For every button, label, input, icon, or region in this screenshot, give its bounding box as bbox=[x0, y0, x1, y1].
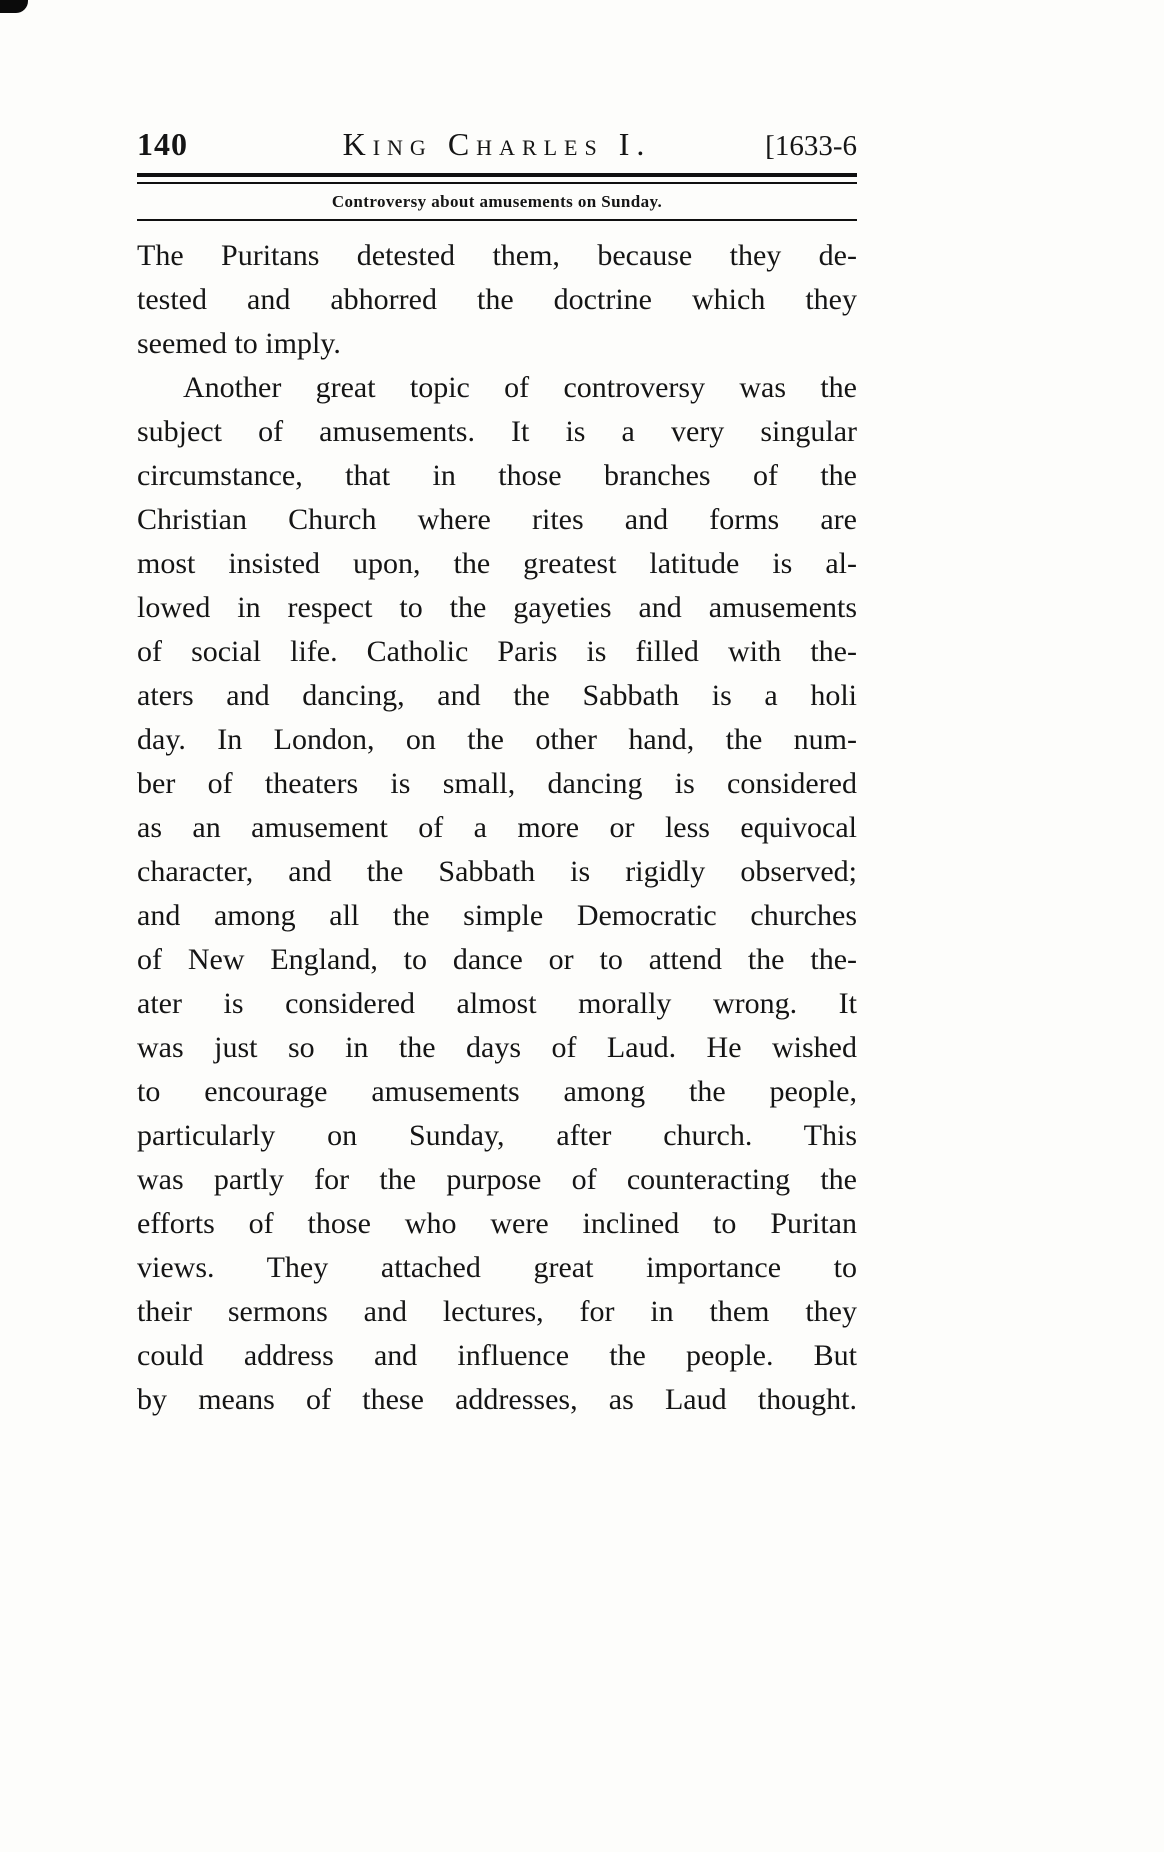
text-line: their sermons and lectures, for in them they bbox=[137, 1295, 857, 1328]
text-line: lowed in respect to the gayeties and amusements bbox=[137, 591, 857, 624]
text-line: as an amusement of a more or less equivocal bbox=[137, 811, 857, 844]
text-line: Another great topic of controversy was the bbox=[183, 371, 857, 404]
single-rule-divider bbox=[137, 219, 857, 221]
margin-date-range: [1633-6 bbox=[765, 130, 857, 162]
text-line: efforts of those who were inclined to Puritan bbox=[137, 1207, 857, 1240]
text-line: most insisted upon, the greatest latitude is al- bbox=[137, 547, 857, 580]
text-line: ber of theaters is small, dancing is considered bbox=[137, 767, 857, 800]
text-line: could address and influence the people. But bbox=[137, 1339, 857, 1372]
double-rule-divider bbox=[137, 173, 857, 184]
text-line: Christian Church where rites and forms are bbox=[137, 503, 857, 536]
scan-artifact bbox=[0, 0, 28, 13]
chapter-running-title: King Charles I. bbox=[342, 126, 652, 162]
text-line: was partly for the purpose of counteracting the bbox=[137, 1163, 857, 1196]
text-line: by means of these addresses, as Laud thought. bbox=[137, 1383, 857, 1416]
text-line: particularly on Sunday, after church. This bbox=[137, 1119, 857, 1152]
text-line: aters and dancing, and the Sabbath is a holi bbox=[137, 679, 857, 712]
text-line: and among all the simple Democratic churches bbox=[137, 899, 857, 932]
page-number: 140 bbox=[137, 126, 188, 162]
text-line: circumstance, that in those branches of the bbox=[137, 459, 857, 492]
text-line: character, and the Sabbath is rigidly observed; bbox=[137, 855, 857, 888]
text-line: to encourage amusements among the people, bbox=[137, 1075, 857, 1108]
text-line: The Puritans detested them, because they de- bbox=[137, 239, 857, 272]
section-caption: Controversy about amusements on Sunday. bbox=[331, 192, 663, 211]
page-header bbox=[137, 126, 857, 163]
text-line: ater is considered almost morally wrong. It bbox=[137, 987, 857, 1020]
text-line: of New England, to dance or to attend the the- bbox=[137, 943, 857, 976]
text-line: day. In London, on the other hand, the num- bbox=[137, 723, 857, 756]
text-line: subject of amusements. It is a very singular bbox=[137, 415, 857, 448]
page-body bbox=[137, 234, 857, 1422]
text-line: of social life. Catholic Paris is filled with the- bbox=[137, 635, 857, 668]
text-line: tested and abhorred the doctrine which they bbox=[137, 283, 857, 316]
text-line: seemed to imply. bbox=[137, 327, 341, 360]
page-content bbox=[137, 126, 857, 1422]
text-line: views. They attached great importance to bbox=[137, 1251, 857, 1284]
text-line: was just so in the days of Laud. He wished bbox=[137, 1031, 857, 1064]
